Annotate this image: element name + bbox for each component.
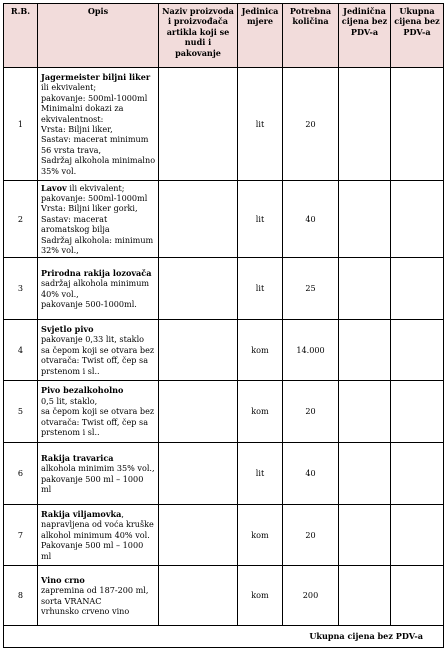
row-number: 6 — [4, 443, 38, 505]
header-kolicina: Potrebna količina — [283, 4, 339, 68]
total-price-cell — [391, 320, 444, 381]
unit-of-measure: lit — [238, 181, 283, 258]
total-price-cell — [391, 505, 444, 566]
offered-product-cell — [159, 443, 238, 505]
item-name: Rakija travarica — [41, 452, 114, 463]
unit-price-cell — [339, 443, 391, 505]
table-row — [4, 320, 444, 381]
required-quantity: 14.000 — [283, 320, 339, 381]
row-description — [38, 320, 159, 381]
header-rb: R.B. — [4, 4, 38, 68]
offered-product-cell — [159, 181, 238, 258]
offer-table — [3, 3, 444, 648]
item-spec-line: Sadržaj alkohola: minimum 32% vol., — [41, 234, 154, 256]
item-name: Lavov — [41, 182, 67, 193]
item-spec-line: Sadržaj alkohola minimalno 35% vol. — [41, 155, 156, 176]
row-description — [38, 181, 159, 258]
item-spec-line: zapremina od 187-200 ml, — [41, 585, 149, 596]
item-spec-line: pakovanje 500 ml – 1000 ml — [41, 473, 144, 494]
offered-product-cell — [159, 566, 238, 626]
item-spec-line: alkohola minimim 35% vol., — [41, 463, 155, 474]
table-body — [4, 68, 444, 626]
row-number: 4 — [4, 320, 38, 381]
row-description — [38, 381, 159, 443]
table-row — [4, 505, 444, 566]
total-price-cell — [391, 566, 444, 626]
item-name-suffix: ili ekvivalent; — [66, 182, 125, 193]
required-quantity: 20 — [283, 505, 339, 566]
unit-of-measure: kom — [238, 381, 283, 443]
item-spec-line: pakovanje 500-1000ml. — [41, 298, 137, 309]
item-name: Vino crno — [41, 574, 85, 585]
offered-product-cell — [159, 505, 238, 566]
unit-of-measure: kom — [238, 320, 283, 381]
row-description — [38, 566, 159, 626]
unit-price-cell — [339, 381, 391, 443]
total-price-cell — [391, 181, 444, 258]
unit-price-cell — [339, 320, 391, 381]
table-row — [4, 181, 444, 258]
table-row — [4, 566, 444, 626]
unit-of-measure: kom — [238, 505, 283, 566]
row-number: 3 — [4, 258, 38, 320]
unit-price-cell — [339, 505, 391, 566]
table-row — [4, 258, 444, 320]
total-price-cell — [391, 443, 444, 505]
unit-of-measure: lit — [238, 258, 283, 320]
required-quantity: 200 — [283, 566, 339, 626]
unit-price-cell — [339, 566, 391, 626]
unit-price-cell — [339, 68, 391, 181]
total-price-cell — [391, 258, 444, 320]
row-number: 5 — [4, 381, 38, 443]
item-name: Svjetlo pivo — [41, 323, 94, 334]
row-description — [38, 68, 159, 181]
unit-of-measure: lit — [238, 443, 283, 505]
row-description — [38, 505, 159, 566]
table-row — [4, 443, 444, 505]
item-spec-line: sorta VRANAC — [41, 595, 102, 606]
required-quantity: 40 — [283, 181, 339, 258]
item-name-suffix: , — [121, 508, 124, 519]
item-spec-line: sadržaj alkohola minimum 40% vol., — [41, 278, 150, 299]
total-price-cell — [391, 68, 444, 181]
table-header-row — [4, 4, 444, 68]
unit-price-cell — [339, 181, 391, 258]
item-name: Jagermeister biljni liker — [41, 71, 151, 82]
item-spec-line: sa čepom koji se otvara bez otvarača: Twist off, čep sa prstenom i sl.. — [41, 344, 155, 376]
item-spec-line: Vrsta: Biljni liker gorki, — [41, 203, 138, 214]
required-quantity: 40 — [283, 443, 339, 505]
required-quantity: 20 — [283, 381, 339, 443]
item-spec-line: vrhunsko crveno vino — [41, 605, 130, 616]
row-number: 8 — [4, 566, 38, 626]
item-spec-line: alkohol minimum 40% vol. — [41, 529, 150, 540]
item-name: Pivo bezalkoholno — [41, 385, 124, 396]
offered-product-cell — [159, 68, 238, 181]
item-spec-line: 0,5 lit, staklo, — [41, 395, 98, 406]
item-name: Prirodna rakija lozovača — [41, 267, 152, 278]
item-spec-line: Sastav: macerat minimum 56 vrsta trava, — [41, 134, 149, 155]
row-number: 1 — [4, 68, 38, 181]
item-spec-line: Minimalni dokazi za ekvivalentnost: — [41, 103, 124, 124]
header-jedinica: Jedinica mjere — [238, 4, 283, 68]
total-price-cell — [391, 381, 444, 443]
item-spec-line: sa čepom koji se otvara bez otvarača: Twist off, čep sa prstenom i sl.. — [41, 406, 155, 438]
item-spec-line: Vrsta: Biljni liker, — [41, 124, 113, 134]
row-number: 7 — [4, 505, 38, 566]
header-opis: Opis — [38, 4, 159, 68]
unit-price-cell — [339, 258, 391, 320]
offered-product-cell — [159, 381, 238, 443]
item-spec-line: napravljena od voća kruške — [41, 519, 154, 530]
row-description — [38, 443, 159, 505]
table-row — [4, 381, 444, 443]
unit-of-measure: lit — [238, 68, 283, 181]
required-quantity: 25 — [283, 258, 339, 320]
item-spec-line: Sastav: macerat aromatskog bilja — [41, 213, 110, 235]
header-naziv: Naziv proizvoda i proizvođača artikla koji se nudi i pakovanje — [159, 4, 238, 68]
footer-total-label: Ukupna cijena bez PDV-a — [4, 626, 444, 648]
header-jedinicna-cijena: Jedinična cijena bez PDV-a — [339, 4, 391, 68]
required-quantity: 20 — [283, 68, 339, 181]
row-number: 2 — [4, 181, 38, 258]
unit-of-measure: kom — [238, 566, 283, 626]
item-spec-line: Pakovanje 500 ml – 1000 ml — [41, 540, 144, 561]
item-spec-line: pakovanje: 500ml-1000ml — [41, 92, 148, 103]
table-footer-row — [4, 626, 444, 648]
item-name-suffix: ili ekvivalent; — [41, 82, 97, 93]
offered-product-cell — [159, 258, 238, 320]
item-spec-line: pakovanje: 500ml-1000ml — [41, 192, 148, 203]
table-row — [4, 68, 444, 181]
offered-product-cell — [159, 320, 238, 381]
header-ukupna-cijena: Ukupna cijena bez PDV-a — [391, 4, 444, 68]
item-name: Rakija viljamovka — [41, 508, 122, 519]
row-description — [38, 258, 159, 320]
item-spec-line: pakovanje 0,33 lit, staklo — [41, 334, 145, 345]
